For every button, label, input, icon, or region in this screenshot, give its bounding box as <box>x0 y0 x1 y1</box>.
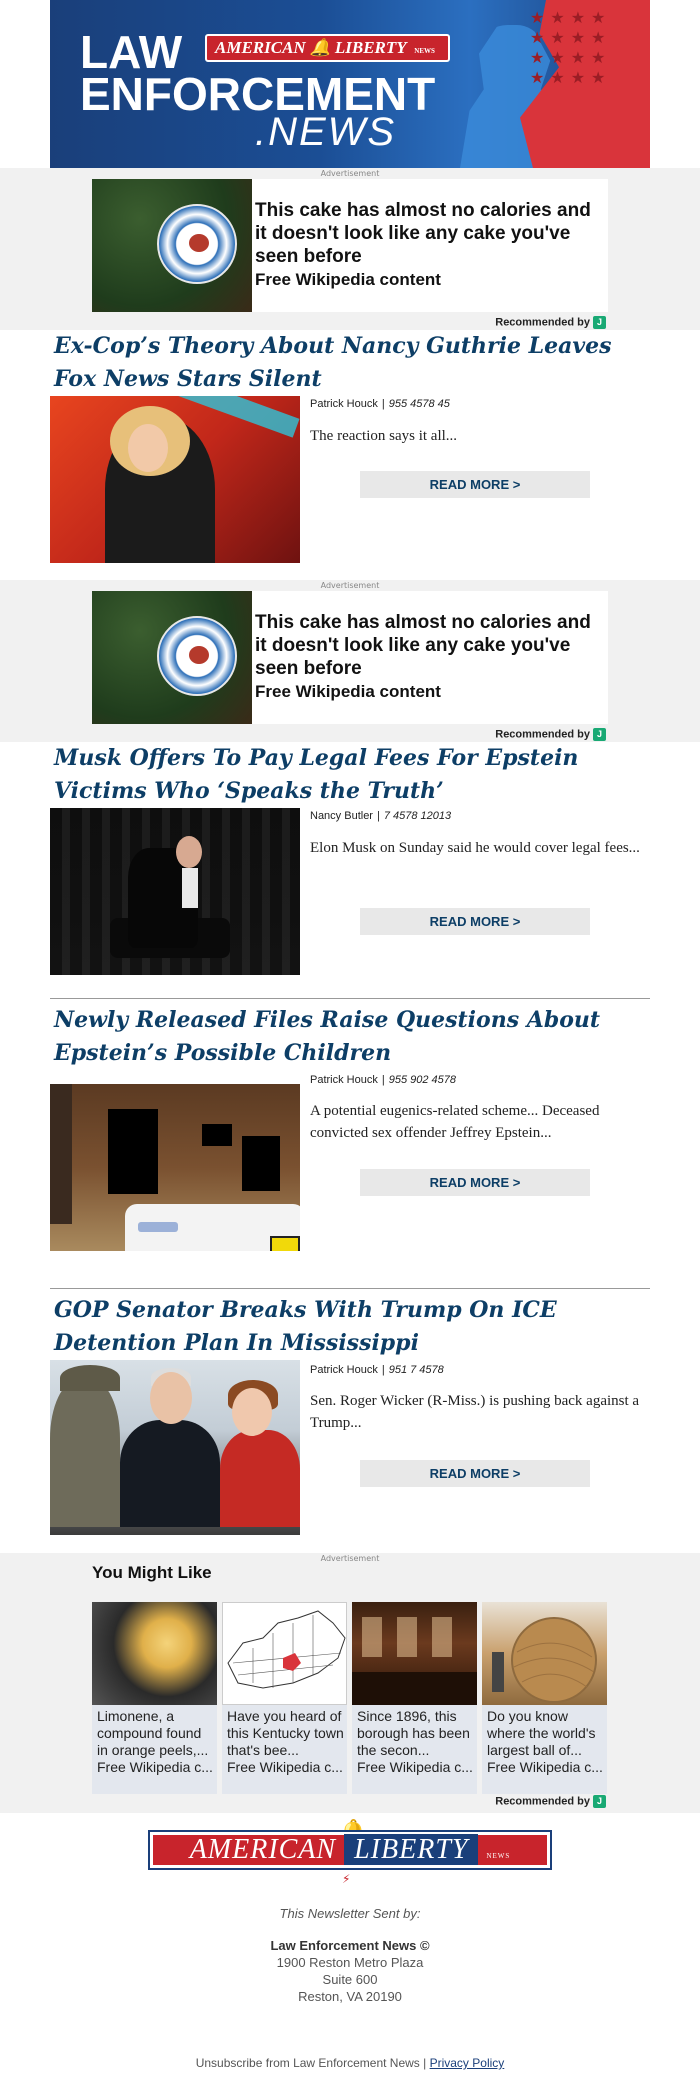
recommendation-card[interactable] <box>92 1602 217 1794</box>
recommendation-image[interactable] <box>482 1602 607 1705</box>
kentucky-map-icon <box>223 1603 348 1706</box>
recommendation-source: Free Wikipedia c... <box>487 1759 603 1775</box>
unsubscribe-text[interactable]: Unsubscribe from Law Enforcement News | <box>195 2056 427 2070</box>
unsubscribe-line <box>0 2056 700 2070</box>
recommendation-text[interactable]: Limonene, a compound found in orange peels,... <box>97 1708 209 1758</box>
article-meta <box>310 398 450 410</box>
borough-photo-graphic <box>352 1602 477 1705</box>
plate-graphic <box>157 204 237 284</box>
badge-small-text: NEWS <box>414 47 435 55</box>
meta-number: 955 4578 45 <box>388 398 450 410</box>
logo-small-text: NEWS <box>486 1852 511 1860</box>
logo-right-text: LIBERTY <box>344 1834 478 1865</box>
meta-separator: | <box>381 1074 385 1086</box>
header-banner[interactable] <box>50 0 650 168</box>
article-headline[interactable]: Musk Offers To Pay Legal Fees For Epstein Victims Who ‘Speaks the Truth’ <box>54 745 579 804</box>
recommender-logo-icon: J <box>593 1795 606 1808</box>
stars-graphic: ★★★★ ★★★★ ★★★★ ★★★★ <box>530 8 612 87</box>
ad-source: Free Wikipedia content <box>255 270 441 289</box>
recommender-logo-icon: J <box>593 728 606 741</box>
read-more-button[interactable]: READ MORE > <box>360 1169 590 1196</box>
recommendation-image[interactable] <box>92 1602 217 1705</box>
ad-text[interactable] <box>255 199 600 291</box>
ad-strip <box>0 168 700 330</box>
article-teaser: The reaction says it all... <box>310 428 458 444</box>
privacy-policy-link[interactable]: Privacy Policy <box>429 2056 505 2070</box>
article-card <box>50 1004 650 1254</box>
article-meta <box>310 1074 456 1086</box>
author-name: Nancy Butler <box>310 810 373 822</box>
ad-card[interactable] <box>92 179 608 312</box>
address-line-2: Suite 600 <box>322 1972 378 1987</box>
article-card <box>50 330 650 560</box>
twine-ball-graphic <box>482 1602 607 1705</box>
article-headline[interactable]: Ex-Cop’s Theory About Nancy Guthrie Leaves Fox News Stars Silent <box>54 333 612 392</box>
recommendation-image[interactable] <box>352 1602 477 1705</box>
recommended-by-label: Recommended by <box>495 316 590 329</box>
article-meta <box>310 810 451 822</box>
title-enforcement: ENFORCEMENT <box>80 68 436 120</box>
liberty-bell-icon: 🔔 <box>309 38 331 57</box>
read-more-button[interactable]: READ MORE > <box>360 1460 590 1487</box>
title-law: LAW <box>80 26 183 78</box>
recommended-by-label: Recommended by <box>495 1795 590 1808</box>
article-image[interactable] <box>50 1360 300 1535</box>
you-might-like-title: You Might Like <box>92 1563 212 1582</box>
article-card <box>50 742 650 982</box>
ad-headline[interactable]: This cake has almost no calories and it doesn't look like any cake you've seen before <box>255 612 591 679</box>
ad-label: Advertisement <box>320 1554 380 1563</box>
ad-image[interactable] <box>92 179 252 312</box>
plate-graphic <box>157 616 237 696</box>
recommended-by[interactable] <box>495 1795 606 1808</box>
ad-text[interactable] <box>255 611 600 703</box>
recommendation-text[interactable]: Since 1896, this borough has been the secon... <box>357 1708 470 1758</box>
recommendation-source: Free Wikipedia c... <box>97 1759 213 1775</box>
american-liberty-badge <box>205 34 450 62</box>
article-teaser: A potential eugenics-related scheme... Deceased convicted sex offender Jeffrey Epstein... <box>310 1103 600 1141</box>
recommended-by[interactable] <box>495 728 606 741</box>
article-headline[interactable]: Newly Released Files Raise Questions About Epstein’s Possible Children <box>54 1007 601 1066</box>
article-meta <box>310 1364 444 1376</box>
article-image[interactable] <box>50 1084 300 1251</box>
ad-label: Advertisement <box>320 169 380 178</box>
article-card <box>50 1294 650 1544</box>
author-name: Patrick Houck <box>310 398 378 410</box>
article-headline[interactable]: GOP Senator Breaks With Trump On ICE Detention Plan In Mississippi <box>54 1297 557 1356</box>
address-line-1: 1900 Reston Metro Plaza <box>276 1955 424 1970</box>
logo-left-text: AMERICAN <box>189 1834 337 1865</box>
recommendation-card[interactable] <box>352 1602 477 1794</box>
recommender-logo-icon: J <box>593 316 606 329</box>
american-liberty-logo[interactable] <box>150 1832 550 1868</box>
ad-card[interactable] <box>92 591 608 724</box>
recommended-by[interactable] <box>495 316 606 329</box>
divider <box>50 998 650 999</box>
address-line-3: Reston, VA 20190 <box>298 1989 402 2004</box>
read-more-button[interactable]: READ MORE > <box>360 471 590 498</box>
ad-label: Advertisement <box>320 581 380 590</box>
recommendation-text[interactable]: Have you heard of this Kentucky town that's bee... <box>227 1708 344 1758</box>
article-image[interactable] <box>50 396 300 563</box>
ad-strip <box>0 580 700 742</box>
meta-number: 7 4578 12013 <box>383 810 452 822</box>
meta-separator: | <box>376 810 380 822</box>
recommendation-image[interactable] <box>222 1602 347 1705</box>
article-teaser: Sen. Roger Wicker (R-Miss.) is pushing back against a Trump... <box>310 1393 640 1431</box>
article-teaser: Elon Musk on Sunday said he would cover legal fees... <box>310 840 640 856</box>
recommendation-source: Free Wikipedia c... <box>227 1759 343 1775</box>
recommendation-card[interactable] <box>222 1602 347 1794</box>
ad-image[interactable] <box>92 591 252 724</box>
badge-left-text: AMERICAN <box>215 38 306 57</box>
company-name: Law Enforcement News © <box>270 1938 430 1953</box>
title-news: .NEWS <box>255 110 397 154</box>
ad-source: Free Wikipedia content <box>255 682 441 701</box>
badge-right-text: LIBERTY <box>334 38 407 57</box>
meta-number: 955 902 4578 <box>388 1074 457 1086</box>
sent-by: This Newsletter Sent by: <box>279 1906 421 1921</box>
recommendation-source: Free Wikipedia c... <box>357 1759 473 1775</box>
author-name: Patrick Houck <box>310 1074 378 1086</box>
read-more-button[interactable]: READ MORE > <box>360 908 590 935</box>
ad-headline[interactable]: This cake has almost no calories and it doesn't look like any cake you've seen before <box>255 200 591 267</box>
recommendation-text[interactable]: Do you know where the world's largest ball of... <box>487 1708 596 1758</box>
article-image[interactable] <box>50 808 300 975</box>
divider <box>50 1288 650 1289</box>
recommendation-card[interactable] <box>482 1602 607 1794</box>
spark-icon: ⚡ <box>342 1872 351 1886</box>
meta-number: 951 7 4578 <box>388 1364 444 1376</box>
recommended-by-label: Recommended by <box>495 728 590 741</box>
meta-separator: | <box>381 398 385 410</box>
meta-separator: | <box>381 1364 385 1376</box>
author-name: Patrick Houck <box>310 1364 378 1376</box>
